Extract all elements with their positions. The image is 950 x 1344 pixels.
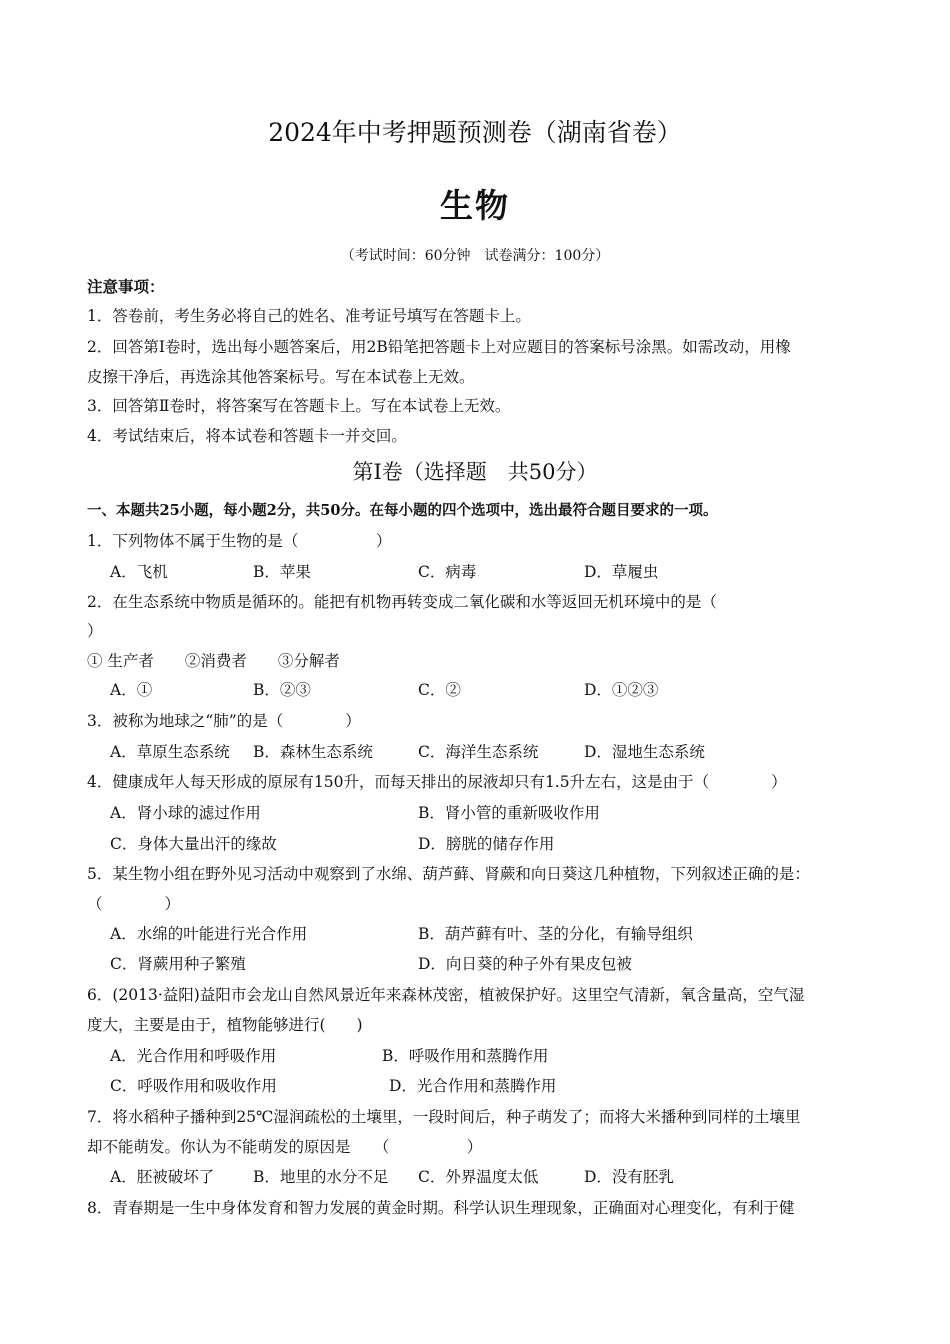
option-b: B．②③ <box>253 681 311 699</box>
option-a: A．胚被破坏了 <box>110 1168 215 1186</box>
question-stem: 7．将水稻种子播种到25℃湿润疏松的土壤里，一段时间后，种子萌发了；而将大米播种到同样的土壤里 <box>87 1108 801 1126</box>
option-b: B．森林生态系统 <box>253 743 373 761</box>
note-item: 皮擦干净后，再选涂其他答案标号。写在本试卷上无效。 <box>87 368 475 386</box>
note-item: 3．回答第Ⅱ卷时，将答案写在答题卡上。写在本试卷上无效。 <box>87 397 511 415</box>
question-stem: 3．被称为地球之“肺”的是（ ） <box>87 712 361 730</box>
subject-title: 生物 <box>440 186 510 225</box>
section-title: 第Ⅰ卷（选择题 共50分） <box>352 460 598 484</box>
section-instruction: 一、本题共25小题，每小题2分，共50分。在每小题的四个选项中，选出最符合题目要求的一项。 <box>87 502 718 519</box>
option-d: D．①②③ <box>584 681 659 699</box>
question-stem: 6．(2013·益阳)益阳市会龙山自然风景近年来森林茂密，植被保护好。这里空气清新，氧含量高，空气湿 <box>87 986 805 1004</box>
note-item: 1．答卷前，考生务必将自己的姓名、准考证号填写在答题卡上。 <box>87 307 531 325</box>
option-d: D．向日葵的种子外有果皮包被 <box>418 955 632 973</box>
option-c: C．② <box>418 681 461 699</box>
question-stem: 2．在生态系统中物质是循环的。能把有机物再转变成二氧化碳和水等返回无机环境中的是（ <box>87 593 717 611</box>
exam-title: 2024年中考押题预测卷（湖南省卷） <box>268 118 682 147</box>
question-stem: ） <box>87 622 103 640</box>
exam-info: （考试时间：60分钟 试卷满分：100分） <box>340 248 610 264</box>
option-d: D．光合作用和蒸腾作用 <box>389 1077 557 1095</box>
option-b: B．苹果 <box>253 563 311 581</box>
question-stem: （ ） <box>87 895 181 913</box>
option-a: A．肾小球的滤过作用 <box>110 804 261 822</box>
option-c: C．呼吸作用和吸收作用 <box>110 1077 277 1095</box>
note-item: 4．考试结束后，将本试卷和答题卡一并交回。 <box>87 427 407 445</box>
notes-heading: 注意事项： <box>87 277 165 296</box>
option-b: B．葫芦藓有叶、茎的分化，有输导组织 <box>418 925 693 943</box>
question-stem: 却不能萌发。你认为不能萌发的原因是 （ ） <box>87 1138 483 1156</box>
option-c: C．身体大量出汗的缘故 <box>110 835 277 853</box>
option-c: C．外界温度太低 <box>418 1168 539 1186</box>
option-d: D．没有胚乳 <box>584 1168 674 1186</box>
option-d: D．湿地生态系统 <box>584 743 705 761</box>
option-d: D．草履虫 <box>584 563 659 581</box>
option-c: C．病毒 <box>418 563 477 581</box>
question-stem: 度大，主要是由于，植物能够进行( ) <box>87 1016 363 1034</box>
question-stem: ① 生产者 ②消费者 ③分解者 <box>87 652 340 670</box>
option-c: C．海洋生态系统 <box>418 743 539 761</box>
option-a: A．光合作用和呼吸作用 <box>110 1047 277 1065</box>
question-stem: 4．健康成年人每天形成的原尿有150升，而每天排出的尿液却只有1.5升左右，这是由于（ ） <box>87 773 787 791</box>
note-item: 2．回答第Ⅰ卷时，选出每小题答案后，用2B铅笔把答题卡上对应题目的答案标号涂黑。如需改动，用橡 <box>87 338 791 356</box>
option-a: A．草原生态系统 <box>110 743 230 761</box>
option-a: A．① <box>110 681 153 699</box>
option-a: A．飞机 <box>110 563 168 581</box>
question-stem: 5．某生物小组在野外见习活动中观察到了水绵、葫芦藓、肾蕨和向日葵这几种植物，下列叙述正确的是： <box>87 865 810 883</box>
question-stem: 1．下列物体不属于生物的是（ ） <box>87 532 392 550</box>
option-b: B．肾小管的重新吸收作用 <box>418 804 600 822</box>
option-c: C．肾蕨用种子繁殖 <box>110 955 246 973</box>
option-d: D．膀胱的储存作用 <box>418 835 555 853</box>
option-b: B．地里的水分不足 <box>253 1168 389 1186</box>
option-a: A．水绵的叶能进行光合作用 <box>110 925 308 943</box>
option-b: B．呼吸作用和蒸腾作用 <box>382 1047 549 1065</box>
question-stem: 8．青春期是一生中身体发育和智力发展的黄金时期。科学认识生理现象，正确面对心理变化，有利于健 <box>87 1199 795 1217</box>
